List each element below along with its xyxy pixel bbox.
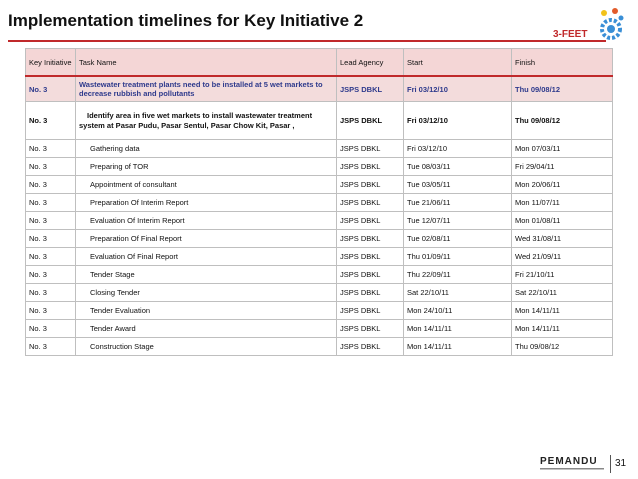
- cell-agency: JSPS DBKL: [337, 266, 404, 284]
- table-row: [26, 176, 613, 194]
- gear-logo-icon: [595, 5, 627, 49]
- cell-finish: Mon 11/07/11: [512, 194, 613, 212]
- cell-start: Mon 14/11/11: [404, 338, 512, 356]
- page-title: Implementation timelines for Key Initiative 2: [8, 11, 364, 30]
- header-task-name: Task Name: [76, 49, 337, 77]
- cell-start: Tue 08/03/11: [404, 158, 512, 176]
- cell-start: Mon 24/10/11: [404, 302, 512, 320]
- cell-initiative: No. 3: [26, 230, 76, 248]
- cell-start: Fri 03/12/10: [404, 76, 512, 102]
- table-row: [26, 158, 613, 176]
- cell-start: Mon 14/11/11: [404, 320, 512, 338]
- cell-start: Tue 21/06/11: [404, 194, 512, 212]
- cell-agency: JSPS DBKL: [337, 248, 404, 266]
- table-row: [26, 284, 613, 302]
- table-row: [26, 266, 613, 284]
- cell-finish: Fri 29/04/11: [512, 158, 613, 176]
- page-number: 31: [615, 458, 627, 469]
- table-row: [26, 212, 613, 230]
- cell-start: Fri 03/12/10: [404, 140, 512, 158]
- cell-start: Sat 22/10/11: [404, 284, 512, 302]
- cell-initiative: No. 3: [26, 284, 76, 302]
- cell-finish: Thu 09/08/12: [512, 102, 613, 140]
- cell-task: Closing Tender: [76, 284, 337, 302]
- cell-finish: Mon 01/08/11: [512, 212, 613, 230]
- header-finish: Finish: [512, 49, 613, 77]
- table-row: [26, 140, 613, 158]
- cell-initiative: No. 3: [26, 266, 76, 284]
- cell-initiative: No. 3: [26, 212, 76, 230]
- cell-start: Fri 03/12/10: [404, 102, 512, 140]
- cell-initiative: No. 3: [26, 302, 76, 320]
- cell-finish: Mon 07/03/11: [512, 140, 613, 158]
- cell-task: Wastewater treatment plants need to be installed at 5 wet markets to decrease rubbish and pollutants: [76, 76, 337, 102]
- header-key-initiative: Key Initiative: [26, 49, 76, 77]
- table-row: [26, 102, 613, 140]
- table-row: [26, 194, 613, 212]
- header-start: Start: [404, 49, 512, 77]
- cell-task: Gathering data: [76, 140, 337, 158]
- cell-initiative: No. 3: [26, 194, 76, 212]
- cell-task: Tender Award: [76, 320, 337, 338]
- cell-agency: JSPS DBKL: [337, 140, 404, 158]
- cell-agency: JSPS DBKL: [337, 320, 404, 338]
- cell-finish: Thu 09/08/12: [512, 76, 613, 102]
- cell-finish: Mon 14/11/11: [512, 320, 613, 338]
- cell-agency: JSPS DBKL: [337, 212, 404, 230]
- cell-initiative: No. 3: [26, 76, 76, 102]
- cell-finish: Wed 21/09/11: [512, 248, 613, 266]
- pemandu-logo: [540, 452, 606, 474]
- cell-agency: JSPS DBKL: [337, 302, 404, 320]
- cell-task: Preparation Of Interim Report: [76, 194, 337, 212]
- cell-initiative: No. 3: [26, 176, 76, 194]
- cell-task: Appointment of consultant: [76, 176, 337, 194]
- cell-initiative: No. 3: [26, 158, 76, 176]
- timeline-table: [25, 48, 613, 356]
- cell-agency: JSPS DBKL: [337, 194, 404, 212]
- program-tag: 3-FEET: [553, 29, 588, 40]
- cell-finish: Mon 14/11/11: [512, 302, 613, 320]
- cell-task: Identify area in five wet markets to install wastewater treatment system at Pasar Pudu, Pasar Sentul, Pasar Chow Kit, Pasar ,: [76, 102, 337, 140]
- cell-start: Tue 03/05/11: [404, 176, 512, 194]
- cell-task: Tender Evaluation: [76, 302, 337, 320]
- cell-task: Preparation Of Final Report: [76, 230, 337, 248]
- cell-agency: JSPS DBKL: [337, 76, 404, 102]
- cell-task: Evaluation Of Final Report: [76, 248, 337, 266]
- table-row: [26, 338, 613, 356]
- logo-text: PEMANDU: [540, 456, 598, 467]
- cell-finish: Fri 21/10/11: [512, 266, 613, 284]
- cell-initiative: No. 3: [26, 338, 76, 356]
- table-row: [26, 320, 613, 338]
- cell-start: Tue 02/08/11: [404, 230, 512, 248]
- cell-finish: Wed 31/08/11: [512, 230, 613, 248]
- cell-finish: Mon 20/06/11: [512, 176, 613, 194]
- table-row: [26, 302, 613, 320]
- cell-start: Thu 01/09/11: [404, 248, 512, 266]
- table-row: [26, 230, 613, 248]
- table-row: [26, 76, 613, 102]
- cell-start: Tue 12/07/11: [404, 212, 512, 230]
- table-row: [26, 248, 613, 266]
- cell-start: Thu 22/09/11: [404, 266, 512, 284]
- cell-initiative: No. 3: [26, 102, 76, 140]
- cell-agency: JSPS DBKL: [337, 230, 404, 248]
- footer-divider: [610, 455, 611, 473]
- cell-agency: JSPS DBKL: [337, 176, 404, 194]
- table-header-row: [26, 49, 613, 77]
- cell-task: Evaluation Of Interim Report: [76, 212, 337, 230]
- cell-agency: JSPS DBKL: [337, 284, 404, 302]
- title-divider: [8, 40, 606, 42]
- cell-task: Construction Stage: [76, 338, 337, 356]
- cell-finish: Thu 09/08/12: [512, 338, 613, 356]
- cell-agency: JSPS DBKL: [337, 158, 404, 176]
- cell-task: Preparing of TOR: [76, 158, 337, 176]
- cell-initiative: No. 3: [26, 140, 76, 158]
- cell-finish: Sat 22/10/11: [512, 284, 613, 302]
- cell-agency: JSPS DBKL: [337, 102, 404, 140]
- cell-initiative: No. 3: [26, 320, 76, 338]
- cell-task: Tender Stage: [76, 266, 337, 284]
- header-lead-agency: Lead Agency: [337, 49, 404, 77]
- cell-agency: JSPS DBKL: [337, 338, 404, 356]
- cell-initiative: No. 3: [26, 248, 76, 266]
